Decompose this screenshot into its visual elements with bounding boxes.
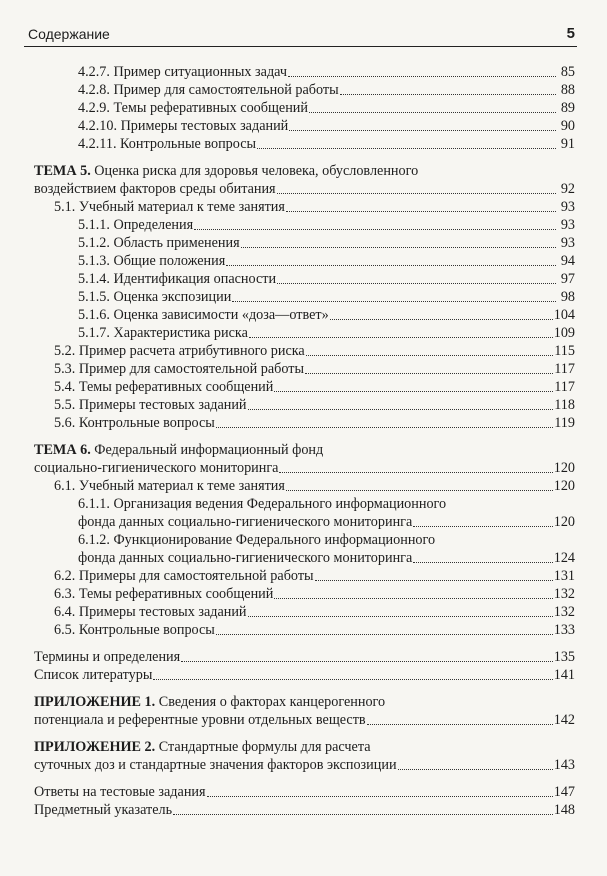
toc-entry[interactable]: Термины и определения 135	[34, 649, 575, 665]
toc-entry[interactable]: 5.1.5. Оценка экспозиции 98	[78, 289, 575, 305]
toc-entry[interactable]: 6.3. Темы реферативных сообщений 132	[54, 586, 575, 602]
toc-entry[interactable]: фонда данных социально-гигиенического мониторинга 124	[78, 550, 575, 566]
toc-entry[interactable]: потенциала и референтные уровни отдельных веществ 142	[34, 712, 575, 728]
toc-entry-continued[interactable]: 6.1.2. Функционирование Федерального информационного	[78, 532, 436, 548]
toc-section-heading[interactable]: ТЕМА 6. Федеральный информационный фонд	[34, 442, 324, 458]
toc-entry[interactable]: 5.1.1. Определения 93	[78, 217, 575, 233]
toc-entry[interactable]: 5.5. Примеры тестовых заданий 118	[54, 397, 575, 413]
toc-entry[interactable]: 4.2.10. Примеры тестовых заданий 90	[78, 118, 575, 134]
toc-entry[interactable]: Предметный указатель 148	[34, 802, 575, 818]
toc-appendix-heading[interactable]: ПРИЛОЖЕНИЕ 1. Сведения о факторах канцерогенного	[34, 694, 386, 710]
toc-entry[interactable]: Список литературы 141	[34, 667, 575, 683]
toc-entry[interactable]: 5.1.3. Общие положения 94	[78, 253, 575, 269]
toc-section-heading[interactable]: ТЕМА 5. Оценка риска для здоровья человека, обусловленного	[34, 163, 419, 179]
toc-entry[interactable]: 4.2.9. Темы реферативных сообщений 89	[78, 100, 575, 116]
toc-entry[interactable]: 6.2. Примеры для самостоятельной работы 131	[54, 568, 575, 584]
toc-entry[interactable]: 5.2. Пример расчета атрибутивного риска 115	[54, 343, 575, 359]
toc-entry-continued[interactable]: 6.1.1. Организация ведения Федерального информационного	[78, 496, 447, 512]
toc-entry[interactable]: 6.4. Примеры тестовых заданий 132	[54, 604, 575, 620]
toc-entry[interactable]: Ответы на тестовые задания 147	[34, 784, 575, 800]
toc-entry[interactable]: фонда данных социально-гигиенического мониторинга 120	[78, 514, 575, 530]
toc-entry[interactable]: 5.4. Темы реферативных сообщений 117	[54, 379, 575, 395]
toc-entry[interactable]: социально-гигиенического мониторинга 120	[34, 460, 575, 476]
toc-entry[interactable]: 5.1.6. Оценка зависимости «доза—ответ» 104	[78, 307, 575, 323]
toc-appendix-heading[interactable]: ПРИЛОЖЕНИЕ 2. Стандартные формулы для расчета	[34, 739, 371, 755]
toc-entry[interactable]: 5.1.2. Область применения 93	[78, 235, 575, 251]
toc-entry[interactable]: 5.6. Контрольные вопросы 119	[54, 415, 575, 431]
toc-entry[interactable]: суточных доз и стандартные значения факторов экспозиции 143	[34, 757, 575, 773]
toc-entry[interactable]: воздействием факторов среды обитания 92	[34, 181, 575, 197]
toc-entry[interactable]: 5.3. Пример для самостоятельной работы 117	[54, 361, 575, 377]
toc-entry[interactable]: 5.1.4. Идентификация опасности 97	[78, 271, 575, 287]
toc-entry[interactable]: 6.1. Учебный материал к теме занятия 120	[54, 478, 575, 494]
toc-entry[interactable]: 4.2.7. Пример ситуационных задач 85	[78, 64, 575, 80]
toc-entry[interactable]: 5.1. Учебный материал к теме занятия 93	[54, 199, 575, 215]
header-title: Содержание	[28, 26, 110, 42]
toc-entry[interactable]: 4.2.8. Пример для самостоятельной работы 88	[78, 82, 575, 98]
page-number: 5	[566, 25, 575, 42]
toc-entry[interactable]: 5.1.7. Характеристика риска 109	[78, 325, 575, 341]
toc-entry[interactable]: 4.2.11. Контрольные вопросы 91	[78, 136, 575, 152]
toc-entry[interactable]: 6.5. Контрольные вопросы 133	[54, 622, 575, 638]
